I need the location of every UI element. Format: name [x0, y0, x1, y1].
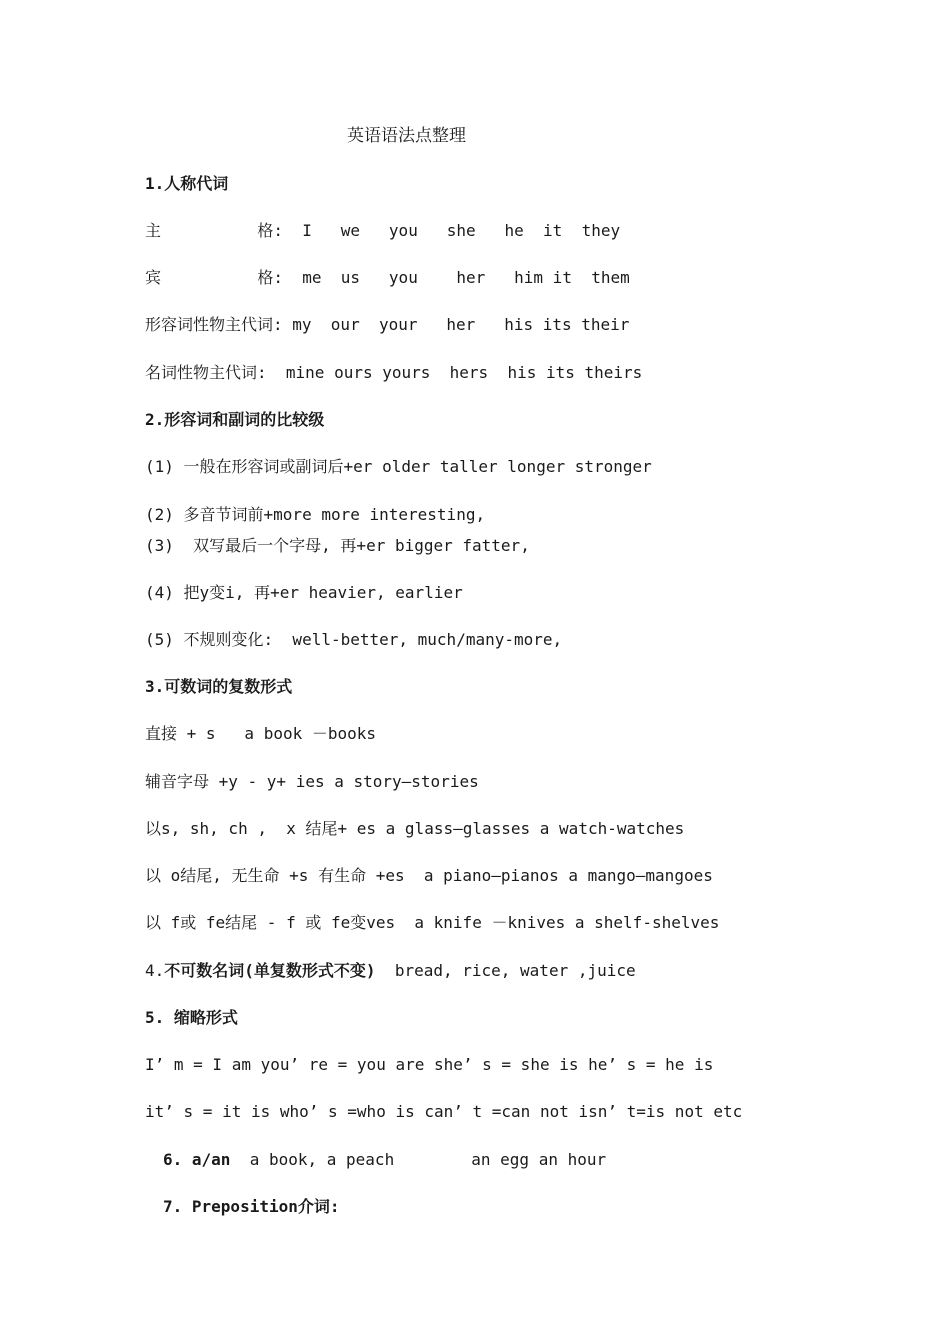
comparative-rule-4: (4) 把y变i, 再+er heavier, earlier: [145, 583, 463, 602]
pronoun-row-object: 宾 格: me us you her him it them: [145, 268, 630, 287]
section-heading-pronouns: 1.人称代词: [145, 174, 229, 193]
pronoun-row-noun-possessive: 名词性物主代词: mine ours yours hers his its theirs: [145, 363, 643, 382]
plural-rule-2: 辅音字母 +y - y+ ies a story—stories: [145, 772, 479, 791]
plural-rule-5: 以 f或 fe结尾 - f 或 fe变ves a knife －knives a shelf-shelves: [145, 913, 720, 932]
section-heading-plurals: 3.可数词的复数形式: [145, 677, 293, 696]
contraction-row-2: it’ s = it is who’ s =who is can’ t =can not isn’ t=is not etc: [145, 1102, 743, 1121]
article-examples: a book, a peach an egg an hour: [230, 1150, 607, 1169]
section-articles: [163, 1150, 606, 1170]
plural-rule-1: 直接 + s a book －books: [145, 724, 377, 743]
section-heading-comparatives: 2.形容词和副词的比较级: [145, 410, 325, 429]
plural-rule-4: 以 o结尾, 无生命 +s 有生命 +es a piano—pianos a mango—mangoes: [145, 866, 713, 885]
section-heading-uncountable: 不可数名词(单复数形式不变): [164, 961, 376, 980]
section-number: 4.: [145, 961, 165, 980]
comparative-rule-1: (1) 一般在形容词或副词后+er older taller longer stronger: [145, 457, 652, 476]
comparative-rule-5: (5) 不规则变化: well-better, much/many-more,: [145, 630, 563, 649]
uncountable-examples: bread, rice, water ,juice: [375, 961, 636, 980]
document-title: 英语语法点整理: [347, 126, 466, 146]
comparative-rule-2: (2) 多音节词前+more more interesting,: [145, 505, 486, 524]
contraction-row-1: I’ m = I am you’ re = you are she’ s = she is he’ s = he is: [145, 1055, 714, 1074]
comparative-rule-3: (3) 双写最后一个字母, 再+er bigger fatter,: [145, 536, 530, 555]
pronoun-row-subject: 主 格: I we you she he it they: [145, 221, 621, 240]
pronoun-row-adjective-possessive: 形容词性物主代词: my our your her his its their: [145, 315, 630, 334]
section-heading-prepositions: 7. Preposition介词:: [163, 1197, 340, 1216]
section-heading-contractions: 5. 缩略形式: [145, 1008, 238, 1027]
plural-rule-3: 以s, sh, ch , x 结尾+ es a glass—glasses a watch-watches: [145, 819, 685, 838]
section-uncountable-nouns: [145, 961, 636, 981]
section-heading-articles: 6. a/an: [163, 1150, 231, 1169]
